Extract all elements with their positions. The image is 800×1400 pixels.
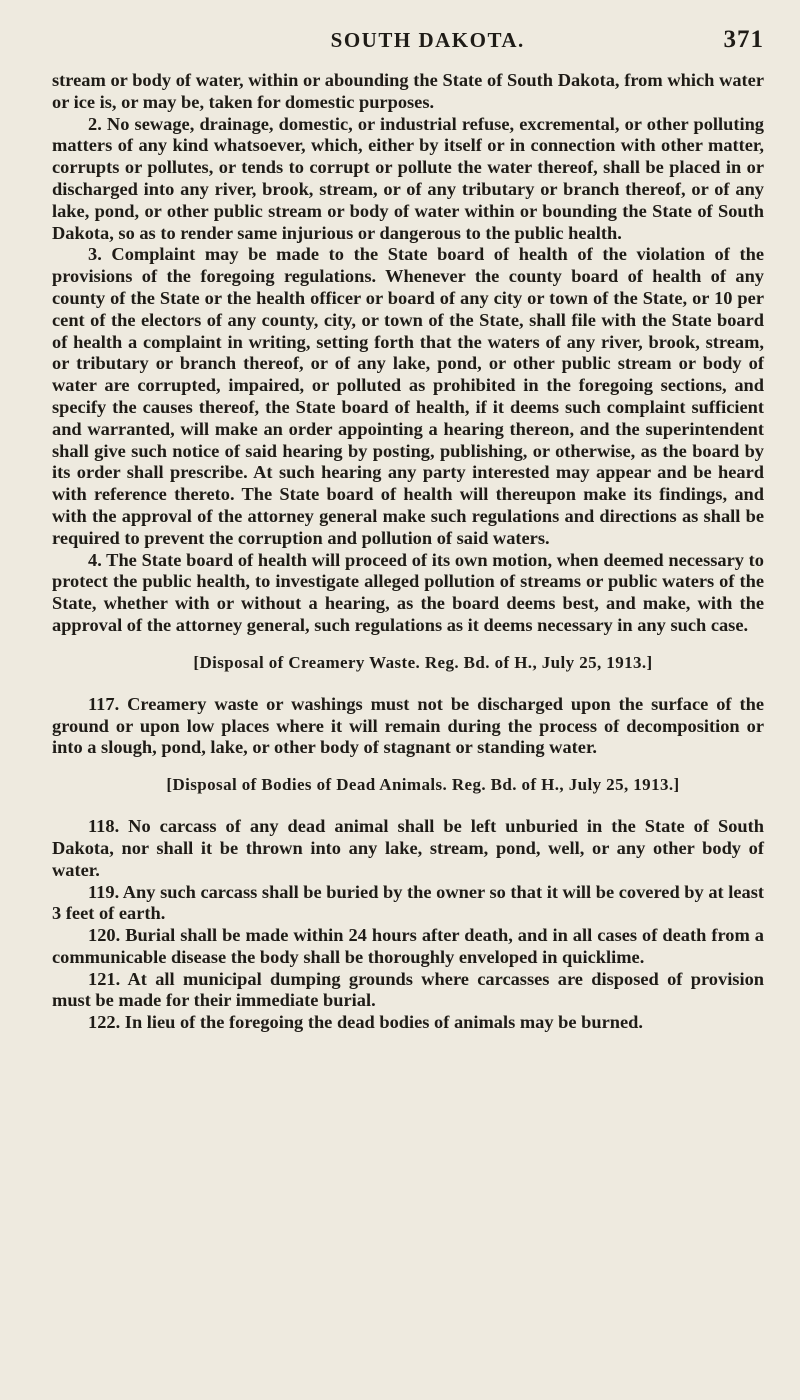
- paragraph-121: 121. At all municipal dumping grounds where carcasses are disposed of provision must be made for their immediate burial.: [52, 968, 764, 1011]
- dead-animals-section: [52, 816, 764, 1034]
- paragraph-3: 3. Complaint may be made to the State board of health of the violation of the provisions of the foregoing regulations. Whenever the county board of health of any county of the State or the health officer or board of any city or town of the State, or 10 per cent of the electors of any county, city, or town of the State, shall file with the State board of health a complaint in writing, setting forth that the waters of any river, brook, stream, or tributary or branch thereof, or of any lake, pond, or other public stream or body of water are corrupted, impaired, or polluted as prohibited in the foregoing sections, and specify the causes thereof, the State board of health, if it deems such complaint sufficient and warranted, will make an order appointing a hearing thereon, and the superintendent shall give such notice of said hearing by posting, publishing, or otherwise, as the board by its order shall prescribe. At such hearing any party interested may appear and be heard with reference thereto. The State board of health will thereupon make its findings, and with the approval of the attorney general make such regulations and directions as shall be required to prevent the corruption and pollution of said waters.: [52, 244, 764, 548]
- body-text-top: [52, 70, 764, 637]
- paragraph-4: 4. The State board of health will proceed of its own motion, when deemed necessary to protect the public health, to investigate alleged pollution of streams or public waters of the State, whether with or without a hearing, as the board deems best, and make, with the approval of the attorney general, such regulations as it deems necessary in any such case.: [52, 549, 764, 635]
- paragraph-120: 120. Burial shall be made within 24 hours after death, and in all cases of death from a communicable disease the body shall be thoroughly enveloped in quicklime.: [52, 925, 764, 967]
- paragraph-122: 122. In lieu of the foregoing the dead bodies of animals may be burned.: [88, 1012, 643, 1033]
- dead-animals-heading: [Disposal of Bodies of Dead Animals. Reg. Bd. of H., July 25, 1913.]: [166, 775, 680, 795]
- paragraph-118: 118. No carcass of any dead animal shall be left unburied in the State of South Dakota, nor shall it be thrown into any lake, stream, pond, well, or any other body of water.: [52, 816, 764, 880]
- creamery-waste-heading: [Disposal of Creamery Waste. Reg. Bd. of H., July 25, 1913.]: [193, 652, 653, 672]
- paragraph-continuation: stream or body of water, within or abounding the State of South Dakota, from which water or ice is, or may be, taken for domestic purposes.: [52, 70, 764, 112]
- paragraph-119: 119. Any such carcass shall be buried by the owner so that it will be covered by at least 3 feet of earth.: [52, 881, 764, 924]
- paragraph-117: 117. Creamery waste or washings must not be discharged upon the surface of the ground or upon low places where it will remain during the process of decomposition or into a slough, pond, lake, or other body of stagnant or standing water.: [52, 693, 764, 758]
- page-number: 371: [723, 26, 764, 53]
- page-header: [52, 26, 764, 56]
- paragraph-2: 2. No sewage, drainage, domestic, or industrial refuse, excremental, or other polluting matters of any kind whatsoever, which, either by itself or in connection with other matter, corrupts or pollutes, or tends to corrupt or pollute the water thereof, shall be placed in or discharged into any river, brook, stream, or of any tributary or branch thereof, or of any lake, pond, or other public stream or body of water within or bounding the State of South Dakota, so as to render same injurious or dangerous to the public health.: [52, 113, 764, 243]
- running-title: SOUTH DAKOTA.: [330, 28, 525, 52]
- creamery-section: [52, 694, 764, 759]
